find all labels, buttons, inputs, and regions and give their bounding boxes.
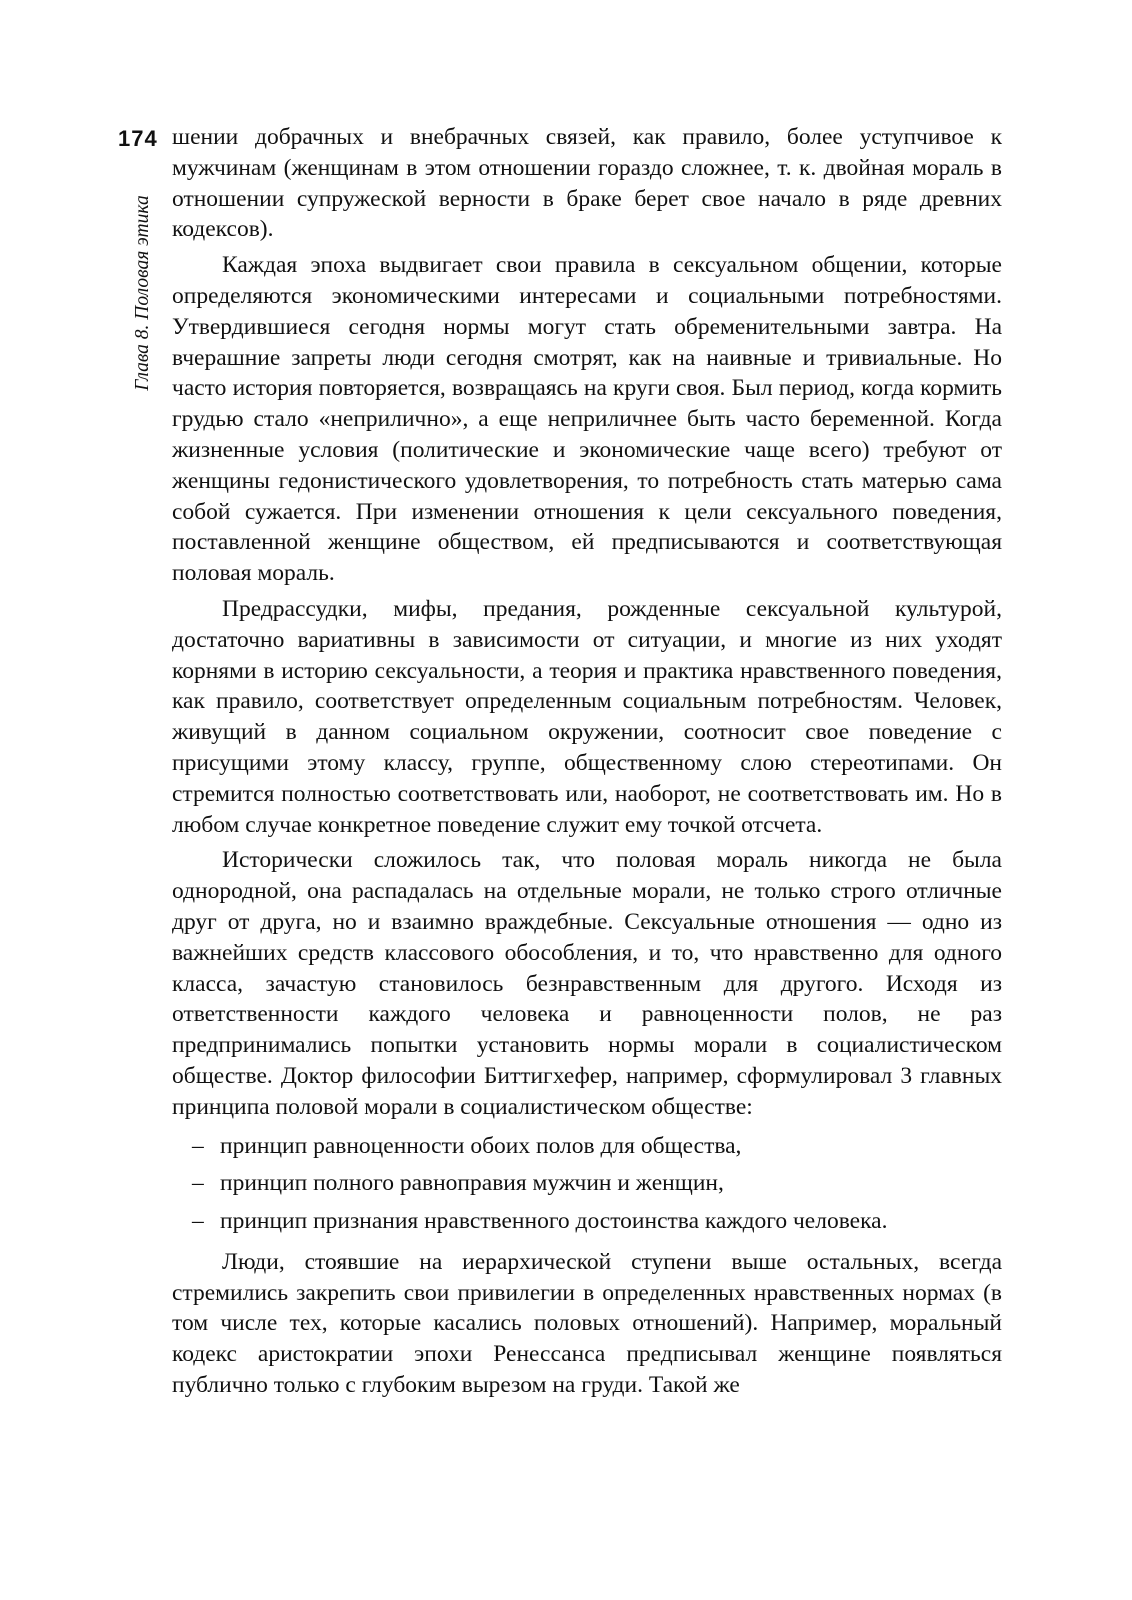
list-item-text: принцип признания нравственного достоинства каждого человека. <box>220 1208 888 1235</box>
running-head <box>131 180 155 405</box>
list-marker: – <box>192 1208 204 1235</box>
paragraph-3: Предрассудки, мифы, предания, рожденные сексуальной культурой, достаточно вариативны в зависимости от ситуации, и многие из них уходят корнями в историю сексуальности, а теория и практика нравственного поведения, как правило, соответствует определенным социальным потребностям. Человек, живущий в данном социальном окружении, соотносит свое поведение с присущими этому классу, группе, общественному слою стереотипами. Он стремится полностью соответствовать или, наоборот, не соответствовать им. Но в любом случае конкретное поведение служит ему точкой отсчета. <box>172 595 1002 838</box>
list-item-text: принцип равноценности обоих полов для общества, <box>220 1132 742 1159</box>
paragraph-4: Исторически сложилось так, что половая мораль никогда не была однородной, она распадалась на отдельные морали, не только строго отличные друг от друга, но и взаимно враждебные. Сексуальные отношения — одно из важнейших средств классового обособления, и то, что нравственно для одного класса, зачастую становилось безнравственным для другого. Исходя из ответственности каждого человека и равноценности полов, не раз предпринимались попытки установить нормы морали в социалистическом обществе. Доктор философии Биттигхефер, например, сформулировал 3 главных принципа половой морали в социалистическом обществе: <box>172 847 1002 1120</box>
list-item <box>192 1131 1002 1162</box>
list-item <box>192 1168 1002 1199</box>
principles-list <box>172 1131 1002 1237</box>
paragraph-5: Люди, стоявшие на иерархической ступени выше остальных, всегда стремились закрепить свои привилегии в определенных нравственных нормах (в том числе тех, которые касались половых отношений). Например, моральный кодекс аристократии эпохи Ренессанса предписывал женщине появляться публично только с глубоким вырезом на груди. Такой же <box>172 1248 1002 1399</box>
page-number: 174 <box>118 126 158 151</box>
running-head-text: Глава 8. Половая этика <box>132 194 153 391</box>
paragraph-1: шении добрачных и внебрачных связей, как правило, более уступчивое к мужчинам (женщинам в этом отношении гораздо сложнее, т. к. двойная мораль в отношении супружеской верности в браке берет свое начало в ряде древних кодексов). <box>172 124 1002 243</box>
text-body <box>172 122 1002 1406</box>
list-marker: – <box>192 1132 204 1159</box>
list-item-text: принцип полного равноправия мужчин и женщин, <box>220 1170 724 1197</box>
list-item <box>192 1206 1002 1237</box>
paragraph-2: Каждая эпоха выдвигает свои правила в сексуальном общении, которые определяются экономическими интересами и социальными потребностями. Утвердившиеся сегодня нормы могут стать обременительными завтра. На вчерашние запреты люди сегодня смотрят, как на наивные и тривиальные. Но часто история повторяется, возвращаясь на круги своя. Был период, когда кормить грудью стало «неприлично», а еще неприличнее быть часто беременной. Когда жизненные условия (политические и экономические чаще всего) требуют от женщины гедонистического удовлетворения, то потребность стать матерью сама собой сужается. При изменении отношения к цели сексуального поведения, поставленной женщине обществом, ей предписываются и соответствующая половая мораль. <box>172 252 1002 587</box>
list-marker: – <box>192 1170 204 1197</box>
